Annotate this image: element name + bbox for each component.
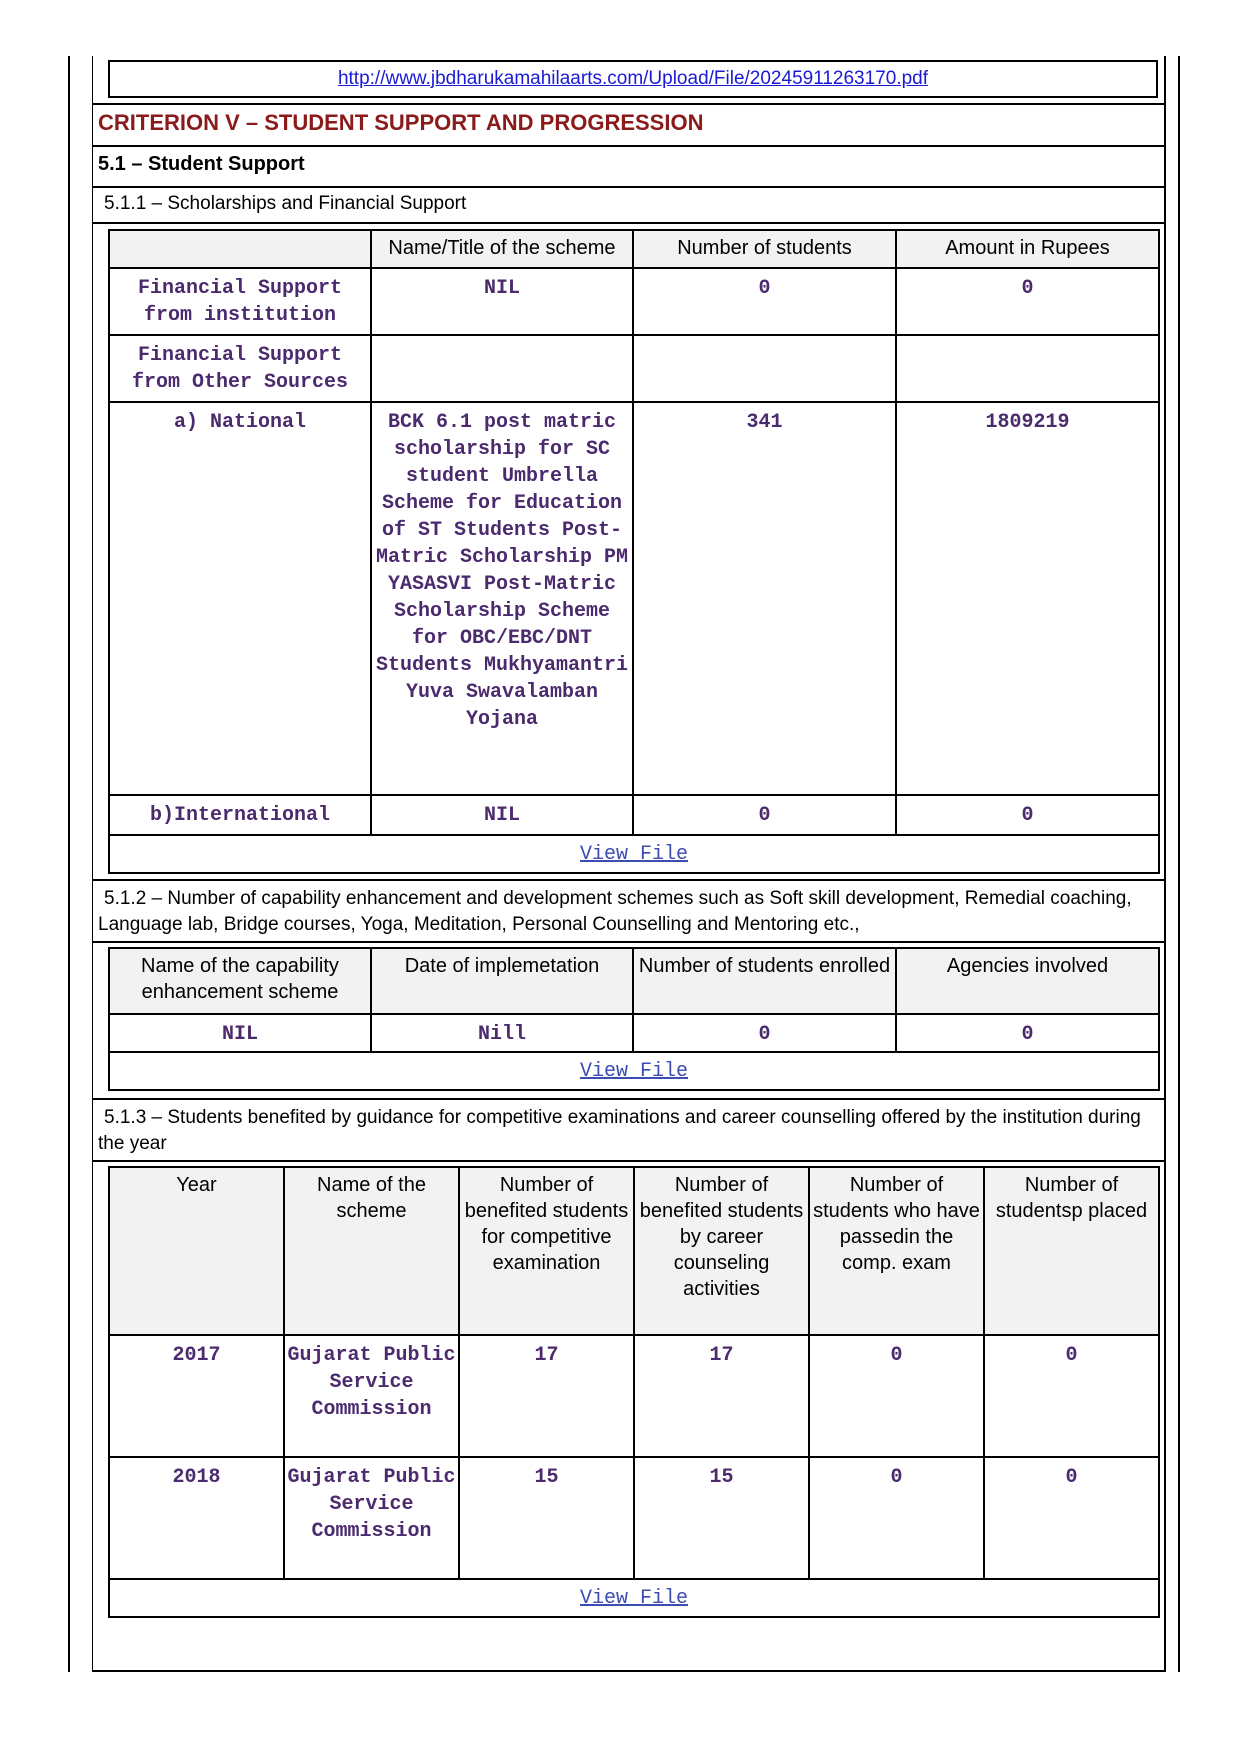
view-file-row bbox=[109, 835, 1159, 873]
students-enrolled: 0 bbox=[633, 1014, 896, 1052]
divider bbox=[92, 103, 1166, 105]
divider bbox=[92, 941, 1166, 943]
header-cell: Number of studentsp placed bbox=[984, 1167, 1159, 1335]
table-row bbox=[109, 1457, 1159, 1579]
scheme-name: Gujarat Public Service Commission bbox=[284, 1457, 459, 1579]
scheme-name: NIL bbox=[109, 1014, 371, 1052]
view-file-cell bbox=[109, 1579, 1159, 1617]
scholarship-table bbox=[108, 229, 1160, 874]
header-cell: Name/Title of the scheme bbox=[371, 230, 633, 268]
table-row bbox=[109, 402, 1159, 795]
divider bbox=[92, 879, 1166, 881]
table-row bbox=[109, 335, 1159, 402]
header-cell: Amount in Rupees bbox=[896, 230, 1159, 268]
header-cell: Number of students enrolled bbox=[633, 948, 896, 1014]
view-file-row bbox=[109, 1579, 1159, 1617]
criterion-title: CRITERION V – STUDENT SUPPORT AND PROGRESSION bbox=[98, 110, 704, 135]
header-cell bbox=[109, 230, 371, 268]
scheme-name: NIL bbox=[371, 795, 633, 835]
top-link-box bbox=[108, 60, 1158, 98]
view-file-cell bbox=[109, 1052, 1159, 1090]
student-count: 0 bbox=[633, 268, 896, 335]
table-row bbox=[109, 1014, 1159, 1052]
placed-count: 0 bbox=[984, 1335, 1159, 1457]
counseling-count: 15 bbox=[634, 1457, 809, 1579]
header-cell: Number of students who have passedin the comp. exam bbox=[809, 1167, 984, 1335]
row-label: Financial Support from Other Sources bbox=[109, 335, 371, 402]
student-count bbox=[633, 335, 896, 402]
guidance-table bbox=[108, 1166, 1160, 1618]
amount: 0 bbox=[896, 268, 1159, 335]
agencies: 0 bbox=[896, 1014, 1159, 1052]
header-cell: Name of the scheme bbox=[284, 1167, 459, 1335]
competitive-count: 15 bbox=[459, 1457, 634, 1579]
table-header-row bbox=[109, 1167, 1159, 1335]
table-row bbox=[109, 795, 1159, 835]
row-label: Financial Support from institution bbox=[109, 268, 371, 335]
view-file-link[interactable]: View File bbox=[579, 1059, 689, 1083]
header-cell: Agencies involved bbox=[896, 948, 1159, 1014]
divider bbox=[92, 186, 1166, 188]
passed-count: 0 bbox=[809, 1335, 984, 1457]
amount bbox=[896, 335, 1159, 402]
page-border-right bbox=[1178, 56, 1180, 1672]
scheme-name: Gujarat Public Service Commission bbox=[284, 1335, 459, 1457]
row-label: a) National bbox=[109, 402, 371, 795]
scheme-name: BCK 6.1 post matric scholarship for SC student Umbrella Scheme for Education of ST Students Post-Matric Scholarship PM YASASVI Post-Matric Scholarship Scheme for OBC/EBC/DNT Students Mukhyamantri Yuva Swavalamban Yojana bbox=[371, 402, 633, 795]
header-cell: Number of students bbox=[633, 230, 896, 268]
header-cell: Date of implemetation bbox=[371, 948, 633, 1014]
s512-heading: 5.1.2 – Number of capability enhancement and development schemes such as Soft skill development, Remedial coaching, Language lab, Bridge courses, Yoga, Meditation, Personal Counselling and Mentoring etc., bbox=[98, 888, 1132, 935]
view-file-link[interactable]: View File bbox=[579, 842, 689, 866]
counseling-count: 17 bbox=[634, 1335, 809, 1457]
table-row bbox=[109, 1335, 1159, 1457]
table-row bbox=[109, 268, 1159, 335]
s511-heading: 5.1.1 – Scholarships and Financial Support bbox=[104, 193, 467, 214]
competitive-count: 17 bbox=[459, 1335, 634, 1457]
year-cell: 2017 bbox=[109, 1335, 284, 1457]
scheme-name: NIL bbox=[371, 268, 633, 335]
row-label: b)International bbox=[109, 795, 371, 835]
s513-heading: 5.1.3 – Students benefited by guidance for competitive examinations and career counselling offered by the institution during the year bbox=[98, 1107, 1141, 1154]
divider bbox=[92, 145, 1166, 147]
amount: 1809219 bbox=[896, 402, 1159, 795]
student-count: 0 bbox=[633, 795, 896, 835]
view-file-row bbox=[109, 1052, 1159, 1090]
amount: 0 bbox=[896, 795, 1159, 835]
table-header-row bbox=[109, 230, 1159, 268]
header-cell: Number of benefited students for competitive examination bbox=[459, 1167, 634, 1335]
header-cell: Year bbox=[109, 1167, 284, 1335]
passed-count: 0 bbox=[809, 1457, 984, 1579]
view-file-link[interactable]: View File bbox=[579, 1586, 689, 1610]
scheme-name bbox=[371, 335, 633, 402]
year-cell: 2018 bbox=[109, 1457, 284, 1579]
page-border-left bbox=[68, 56, 70, 1672]
divider bbox=[92, 1160, 1166, 1162]
header-cell: Number of benefited students by career counseling activities bbox=[634, 1167, 809, 1335]
capability-table bbox=[108, 947, 1160, 1091]
student-count: 341 bbox=[633, 402, 896, 795]
top-pdf-link[interactable]: http://www.jbdharukamahilaarts.com/Upload/File/20245911263170.pdf bbox=[337, 68, 929, 89]
divider bbox=[92, 1098, 1166, 1100]
header-cell: Name of the capability enhancement scheme bbox=[109, 948, 371, 1014]
implementation-date: Nill bbox=[371, 1014, 633, 1052]
placed-count: 0 bbox=[984, 1457, 1159, 1579]
view-file-cell bbox=[109, 835, 1159, 873]
section-title: 5.1 – Student Support bbox=[98, 153, 305, 175]
table-header-row bbox=[109, 948, 1159, 1014]
divider bbox=[92, 222, 1166, 224]
